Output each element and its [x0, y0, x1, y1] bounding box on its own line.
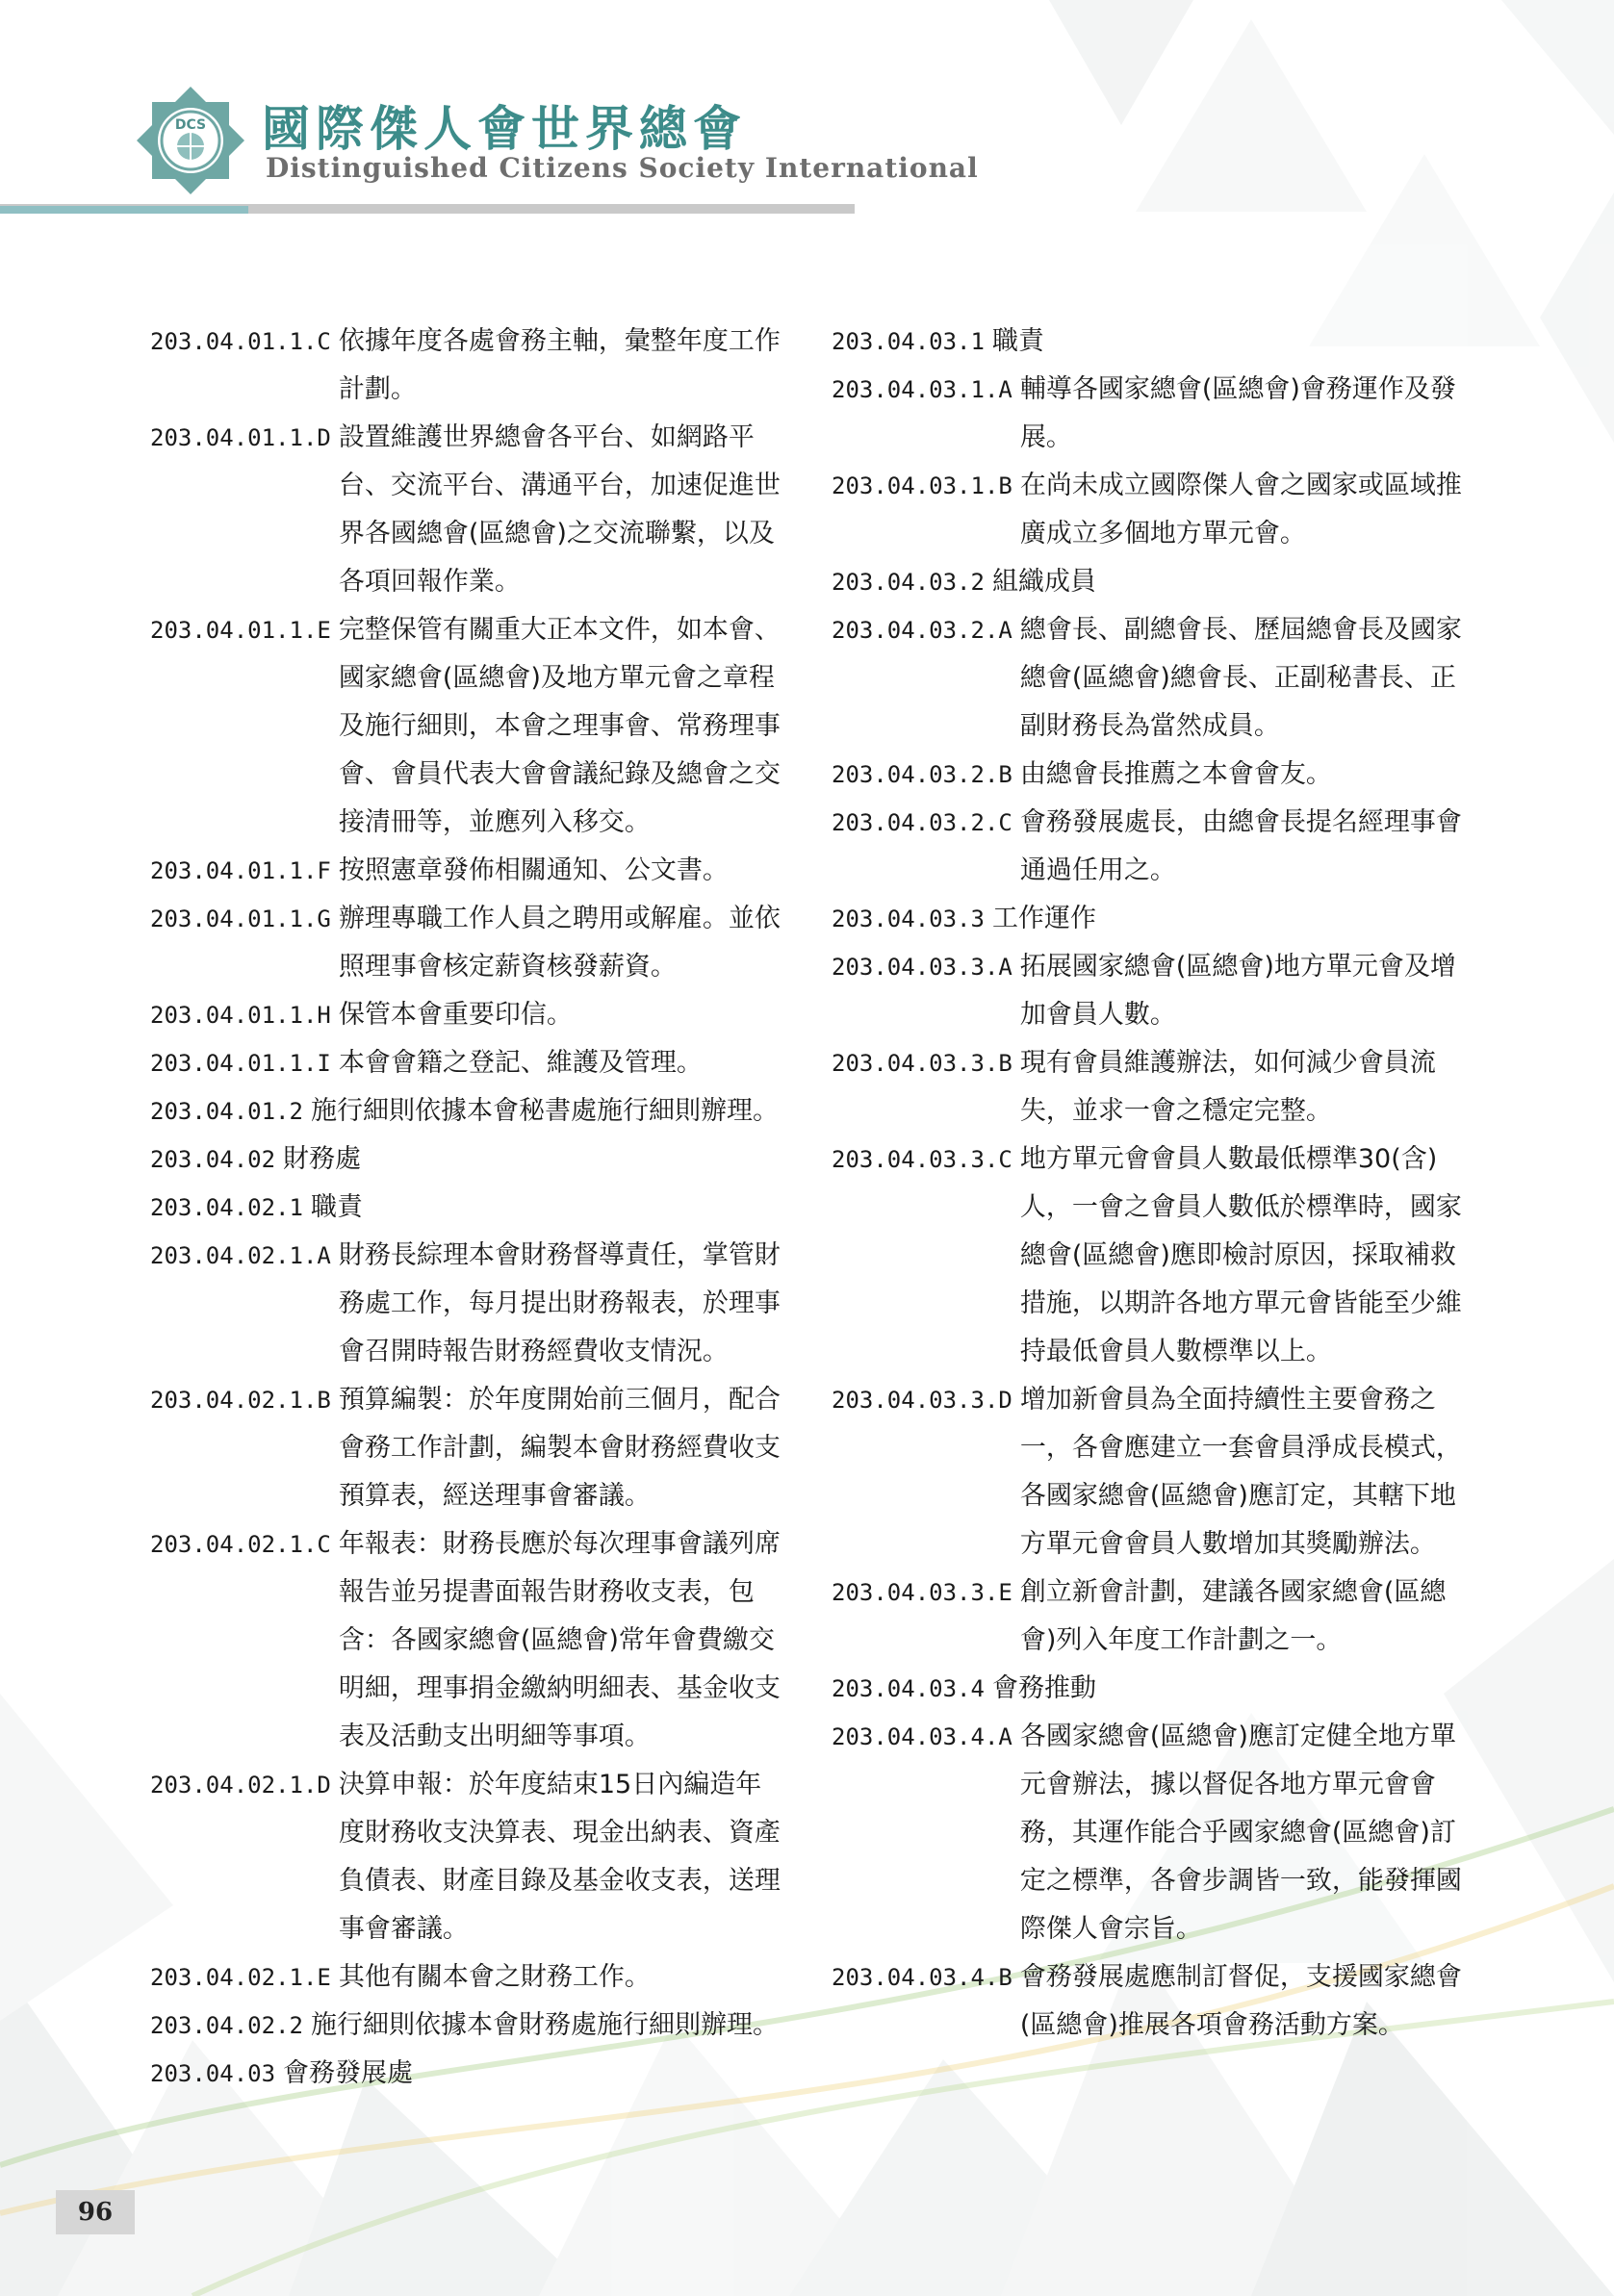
clause-text: 由總會長推薦之本會會友。 — [1019, 759, 1332, 789]
org-title-english: Distinguished Citizens Society International — [266, 152, 979, 184]
clause-text: 會務發展處應制訂督促，支援國家總會(區總會)推展各項會務活動方案。 — [1019, 1962, 1462, 2040]
clause-text: 依據年度各處會務主軸，彙整年度工作計劃。 — [338, 326, 781, 404]
clause-code: 203.04.03.3.B — [832, 1050, 1012, 1077]
clause-entry — [150, 1232, 805, 1376]
clause-text: 總會長、副總會長、歷屆總會長及國家總會(區總會)總會長、正副秘書長、正副財務長為當然成員。 — [1019, 615, 1462, 741]
clause-text: 會務發展處 — [283, 2058, 414, 2088]
clause-code: 203.04.03.4 — [832, 1675, 985, 1702]
clause-text: 創立新會計劃，建議各國家總會(區總會)列入年度工作計劃之一。 — [1019, 1577, 1447, 1655]
clause-text: 施行細則依據本會財務處施行細則辦理。 — [310, 2010, 779, 2040]
clause-code: 203.04.01.1.C — [150, 328, 331, 355]
clause-entry — [832, 606, 1486, 751]
clause-code: 203.04.03.2.C — [832, 809, 1012, 836]
clause-entry — [832, 1376, 1486, 1569]
clause-entry — [832, 943, 1486, 1039]
clause-text: 在尚未成立國際傑人會之國家或區域推廣成立多個地方單元會。 — [1019, 471, 1462, 548]
clause-code: 203.04.02.1.A — [150, 1242, 331, 1269]
clause-entry — [832, 1135, 1486, 1376]
clause-entry — [832, 1953, 1486, 2050]
clause-text: 本會會籍之登記、維護及管理。 — [338, 1048, 703, 1078]
clause-code: 203.04.03.3.A — [832, 954, 1012, 981]
clause-text: 按照憲章發佈相關通知、公文書。 — [338, 855, 729, 885]
clause-code: 203.04.01.1.I — [150, 1050, 331, 1077]
clause-text: 決算申報：於年度結束15日內編造年度財務收支決算表、現金出納表、資產負債表、財產目錄及基金收支表，送理事會審議。 — [338, 1770, 781, 1944]
left-column — [150, 318, 805, 2098]
clause-code: 203.04.01.1.H — [150, 1002, 331, 1029]
clause-code: 203.04.01.1.D — [150, 424, 331, 451]
clause-code: 203.04.02.1 — [150, 1194, 303, 1221]
clause-code: 203.04.02.1.C — [150, 1531, 331, 1558]
right-column — [832, 318, 1486, 2050]
subsection-heading — [832, 558, 1486, 606]
clause-code: 203.04.02 — [150, 1146, 276, 1173]
clause-code: 203.04.03.4.A — [832, 1723, 1012, 1750]
clause-code: 203.04.03.1.B — [832, 472, 1012, 499]
clause-code: 203.04.01.1.E — [150, 617, 331, 644]
clause-entry — [150, 895, 805, 991]
clause-text: 施行細則依據本會秘書處施行細則辦理。 — [310, 1096, 779, 1126]
clause-code: 203.04.03 — [150, 2060, 276, 2087]
clause-entry — [150, 606, 805, 847]
clause-code: 203.04.02.1.E — [150, 1964, 331, 1991]
clause-code: 203.04.03.3.D — [832, 1387, 1012, 1414]
clause-code: 203.04.03.1.A — [832, 376, 1012, 403]
clause-entry — [150, 318, 805, 414]
clause-code: 203.04.03.4.B — [832, 1964, 1012, 1991]
clause-entry — [150, 1953, 805, 2002]
clause-text: 現有會員維護辦法，如何減少會員流失，並求一會之穩定完整。 — [1019, 1048, 1436, 1126]
clause-code: 203.04.03.2.B — [832, 761, 1012, 788]
clause-entry — [832, 366, 1486, 462]
clause-code: 203.04.02.2 — [150, 2012, 303, 2039]
clause-text: 會務發展處長，由總會長提名經理事會通過任用之。 — [1019, 807, 1462, 885]
clause-entry — [150, 1520, 805, 1761]
clause-code: 203.04.03.2.A — [832, 617, 1012, 644]
clause-text: 工作運作 — [991, 904, 1096, 933]
clause-text: 各國家總會(區總會)應訂定健全地方單元會辦法，據以督促各地方單元會會務，其運作能合乎國家總會(區總會)訂定之標準，各會步調皆一致，能發揮國際傑人會宗旨。 — [1019, 1722, 1462, 1944]
section-heading — [150, 2050, 805, 2098]
clause-text: 增加新會員為全面持續性主要會務之一，各會應建立一套會員淨成長模式，各國家總會(區總會)應訂定，其轄下地方單元會會員人數增加其獎勵辦法。 — [1019, 1385, 1462, 1559]
clause-code: 203.04.01.1.G — [150, 906, 331, 932]
subsection-heading — [832, 895, 1486, 943]
clause-text: 職責 — [310, 1192, 363, 1222]
clause-entry — [832, 1569, 1486, 1665]
clause-entry — [150, 1376, 805, 1520]
clause-text: 完整保管有關重大正本文件，如本會、國家總會(區總會)及地方單元會之章程及施行細則，本會之理事會、常務理事會、會員代表大會會議紀錄及總會之交接清冊等，並應列入移交。 — [338, 615, 781, 837]
clause-code: 203.04.03.3.E — [832, 1579, 1012, 1606]
org-title-chinese: 國際傑人會世界總會 — [262, 100, 747, 157]
clause-entry — [150, 2002, 805, 2050]
clause-text: 其他有關本會之財務工作。 — [338, 1962, 651, 1992]
clause-text: 財務處 — [283, 1144, 362, 1174]
page-header — [0, 0, 1614, 231]
header-accent-bar — [0, 206, 248, 214]
clause-entry — [150, 991, 805, 1039]
clause-entry — [150, 1039, 805, 1087]
clause-text: 輔導各國家總會(區總會)會務運作及發展。 — [1019, 374, 1456, 452]
subsection-heading — [832, 318, 1486, 366]
section-heading — [150, 1135, 805, 1184]
clause-entry — [832, 1039, 1486, 1135]
clause-code: 203.04.01.2 — [150, 1098, 303, 1125]
clause-text: 會務推動 — [991, 1673, 1096, 1703]
clause-entry — [150, 1087, 805, 1135]
clause-code: 203.04.03.3.C — [832, 1146, 1012, 1173]
clause-entry — [150, 414, 805, 606]
subsection-heading — [832, 1665, 1486, 1713]
clause-text: 預算編製：於年度開始前三個月，配合會務工作計劃，編製本會財務經費收支預算表，經送理事會審議。 — [338, 1385, 781, 1511]
svg-text:DCS: DCS — [174, 117, 207, 133]
page-number: 96 — [56, 2190, 135, 2234]
clause-code: 203.04.03.3 — [832, 906, 985, 932]
clause-code: 203.04.02.1.D — [150, 1772, 331, 1799]
dcs-logo-icon — [137, 87, 244, 194]
clause-text: 組織成員 — [991, 567, 1096, 597]
clause-entry — [150, 847, 805, 895]
clause-text: 保管本會重要印信。 — [338, 1000, 573, 1030]
clause-code: 203.04.01.1.F — [150, 857, 331, 884]
clause-text: 設置維護世界總會各平台、如網路平台、交流平台、溝通平台，加速促進世界各國總會(區總會)之交流聯繫，以及各項回報作業。 — [338, 422, 781, 597]
clause-entry — [150, 1761, 805, 1953]
clause-code: 203.04.02.1.B — [150, 1387, 331, 1414]
clause-entry — [832, 751, 1486, 799]
clause-text: 地方單元會會員人數最低標準30(含)人，一會之會員人數低於標準時，國家總會(區總會)應即檢討原因，採取補救措施，以期許各地方單元會皆能至少維持最低會員人數標準以上。 — [1019, 1144, 1462, 1366]
clause-text: 拓展國家總會(區總會)地方單元會及增加會員人數。 — [1019, 952, 1456, 1030]
clause-text: 辦理專職工作人員之聘用或解雇。並依照理事會核定薪資核發薪資。 — [338, 904, 781, 982]
subsection-heading — [150, 1184, 805, 1232]
clause-entry — [832, 799, 1486, 895]
clause-code: 203.04.03.1 — [832, 328, 985, 355]
clause-code: 203.04.03.2 — [832, 569, 985, 596]
clause-entry — [832, 1713, 1486, 1953]
clause-text: 財務長綜理本會財務督導責任，掌管財務處工作，每月提出財務報表，於理事會召開時報告財務經費收支情況。 — [338, 1240, 781, 1366]
clause-text: 職責 — [991, 326, 1044, 356]
clause-entry — [832, 462, 1486, 558]
clause-text: 年報表：財務長應於每次理事會議列席報告並另提書面報告財務收支表，包含：各國家總會(區總會)常年會費繳交明細，理事捐金繳納明細表、基金收支表及活動支出明細等事項。 — [338, 1529, 781, 1751]
